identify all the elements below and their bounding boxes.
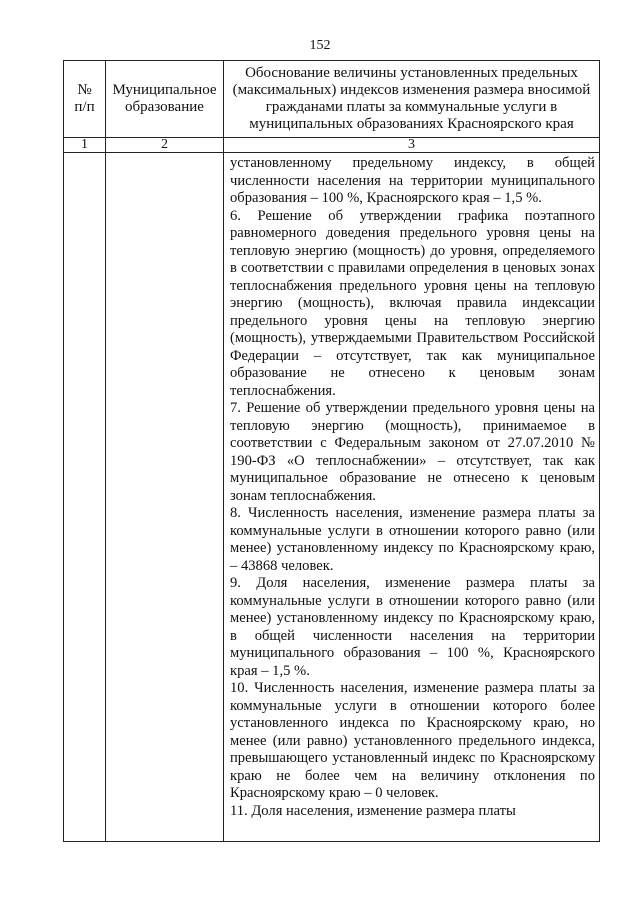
paragraph-9: 9. Доля населения, изменение размера платы за коммунальные услуги в отношении которого равно (или менее) установленному индексу по Красноярскому краю, в общей численности населения на территории муниципального образования – 100 %, Красноярского края – 1,5 %.	[230, 575, 595, 679]
header-municipality	[106, 61, 224, 138]
table-header-row	[64, 61, 600, 138]
header-municipality-label: Муниципальное образование	[112, 82, 217, 115]
header-number-label: № п/п	[74, 82, 95, 115]
row-number-cell	[64, 153, 106, 842]
paragraph-11: 11. Доля населения, изменение размера платы	[230, 802, 516, 819]
header-justification	[224, 61, 600, 138]
paragraph-continuation: установленному предельному индексу, в общей численности населения на территории муниципального образования – 100 %, Красноярского края – 1,5 %.	[230, 155, 595, 206]
paragraph-7: 7. Решение об утверждении предельного уровня цены на тепловую энергию (мощность), принимаемое в соответствии с Федеральным законом от 27.07.2010 № 190-ФЗ «О теплоснабжении» – отсутствует, так как муниципальное образование не отнесено к ценовым зонам теплоснабжения.	[230, 400, 595, 504]
table-row	[64, 153, 600, 842]
page-number: 152	[309, 38, 331, 53]
header-number	[64, 61, 106, 138]
row-municipality-cell	[106, 153, 224, 842]
row-justification-cell	[224, 153, 600, 842]
column-number-3: 3	[224, 138, 600, 153]
paragraph-10: 10. Численность населения, изменение размера платы за коммунальные услуги в отношении которого более установленного индекса по Красноярскому краю, но менее (или равно) установленного предельного индекса, превышающего установленный индекс по Красноярскому краю не более чем на величину отклонения по Красноярскому краю – 0 человек.	[230, 680, 595, 801]
column-number-row	[64, 138, 600, 153]
header-justification-label: Обоснование величины установленных предельных (максимальных) индексов изменения размера вносимой гражданами платы за коммунальные услуги в муниципальных образованиях Красноярского края	[232, 65, 591, 132]
paragraph-8: 8. Численность населения, изменение размера платы за коммунальные услуги в отношении которого равно (или менее) установленному индексу по Красноярскому краю, – 43868 человек.	[230, 505, 595, 574]
justification-table	[63, 60, 600, 842]
column-number-2: 2	[106, 138, 224, 153]
paragraph-6: 6. Решение об утверждении графика поэтапного равномерного доведения предельного уровня цены на тепловую энергию (мощность) до уровня, определяемого в соответствии с правилами определения в ценовых зонах теплоснабжения предельного уровня цены на тепловую энергию (мощность), включая правила индексации предельного уровня цены на тепловую энергию (мощность), утверждаемыми Правительством Российской Федерации – отсутствует, так как муниципальное образование не отнесено к ценовым зонам теплоснабжения.	[230, 207, 595, 399]
column-number-1: 1	[64, 138, 106, 153]
